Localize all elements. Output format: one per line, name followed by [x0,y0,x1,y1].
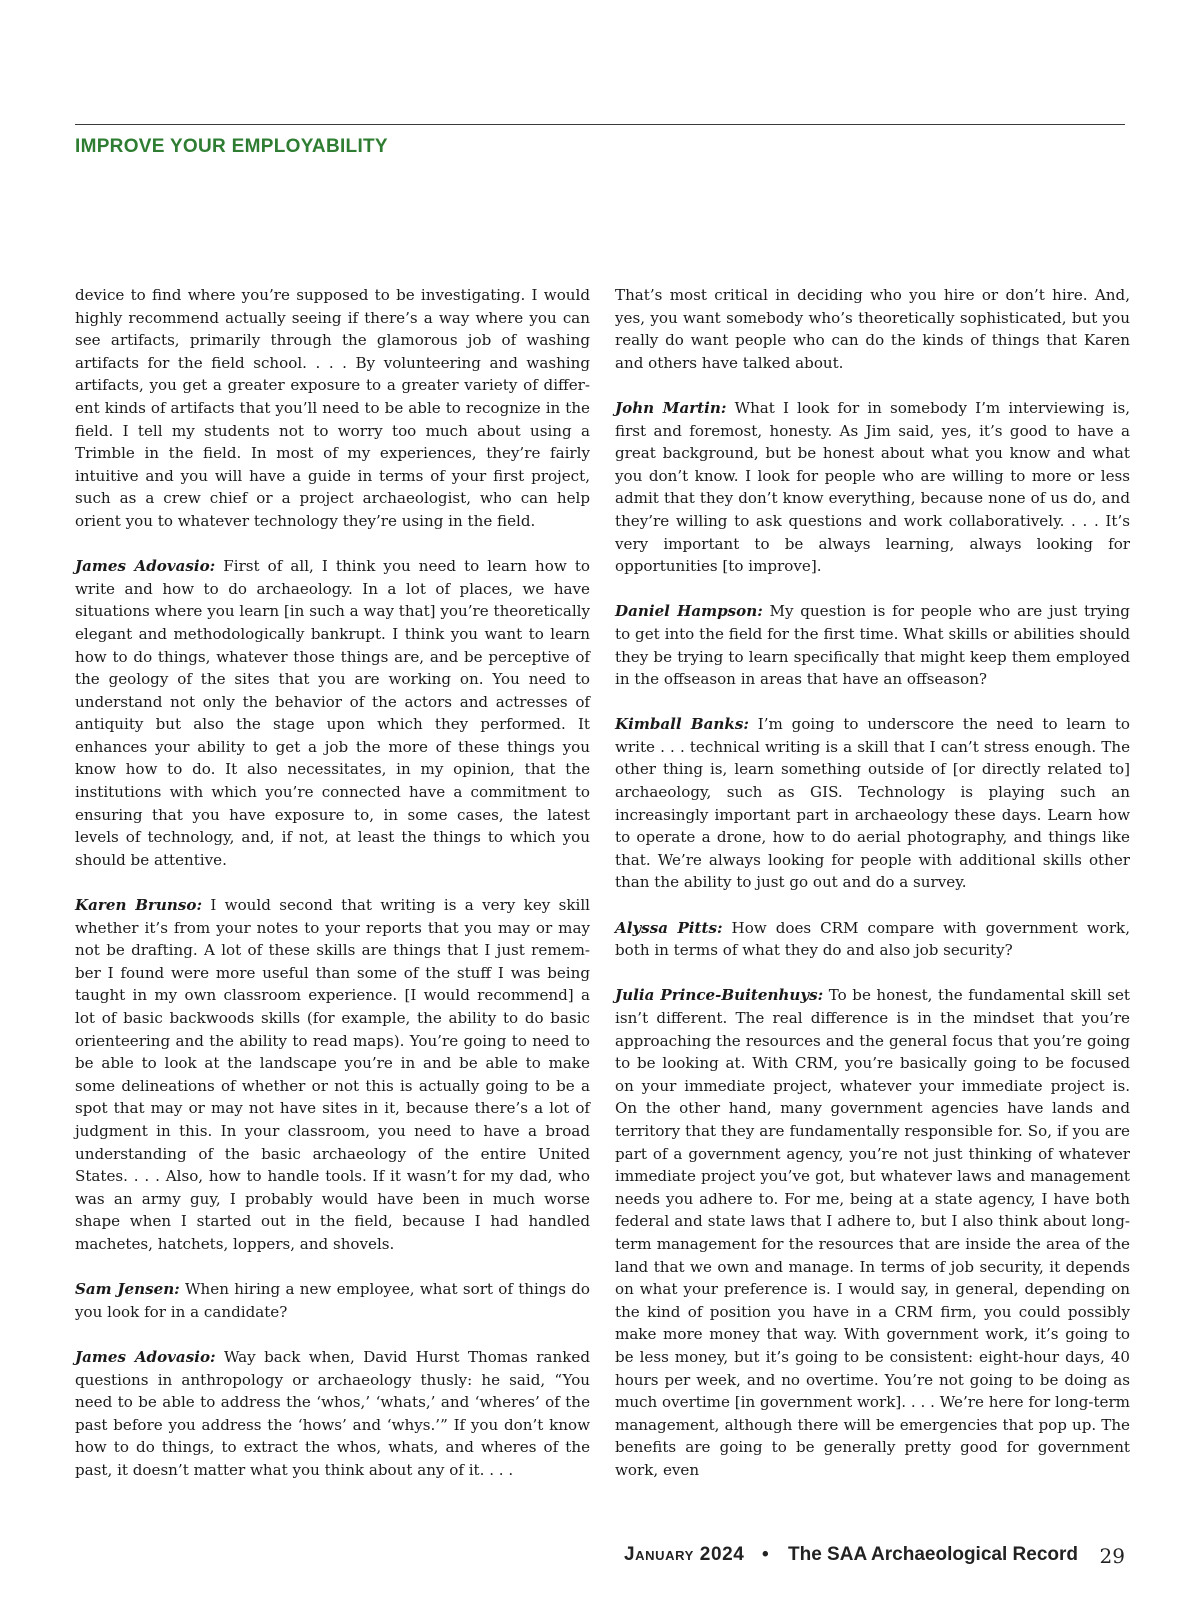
right-column [615,284,1130,1481]
page-footer [0,1544,1200,1574]
page-number: 29 [1099,1544,1125,1568]
publication-title: The SAA Archaeological Record [788,1544,1078,1565]
speaker-name: Julia Prince-Buitenhuys: [615,986,824,1005]
paragraph [75,1346,590,1482]
paragraph [615,917,1130,962]
section-title: IMPROVE YOUR EMPLOYABILITY [75,136,388,157]
paragraph [615,600,1130,690]
issue-date: January 2024 [624,1544,745,1565]
paragraph [75,284,590,533]
paragraph [615,984,1130,1481]
speaker-name: Kimball Banks: [615,715,749,734]
paragraph-text: How does CRM compare with government work, both in terms of what they do and also job security? [615,918,1130,960]
paragraph-text: When hiring a new employee, what sort of things do you look for in a candidate? [75,1280,590,1321]
speaker-name: Alyssa Pitts: [615,918,723,937]
speaker-name: Sam Jensen: [75,1280,180,1299]
footer-bullet: • [762,1544,769,1565]
speaker-name: Daniel Hampson: [615,602,763,621]
paragraph-text: To be honest, the fundamental skill set isn’t different. The real difference is in the mindset that you’re approaching the resources and the general focus that you’re going to be looking at. With CRM, you’re basically going to be focused on your immediate project, whatever your immediate project is. On the other hand, many government agencies have lands and territory that they are fundamentally responsible for. So, if you are part of a government agency, you’re not just thinking of whatever immediate project you’ve got, but whatever laws and management needs you adhere to. For me, being at a state agency, I have both federal and state laws that I adhere to, but I also think about long-term management for the resources that are inside the area of the land that we own and manage. In terms of job security, it depends on what your preference is. I would say, in general, depending on the kind of position you have in a CRM firm, you could possibly make more money that way. With government work, it’s going to be less money, but it’s going to be consistent: eight-hour days, 40 hours per week, and no overtime. You’re not going to be doing as much overtime [in government work]. . . . We’re here for long-term management, although there will be emergencies that pop up. The benefits are going to be generally pretty good for government work, even [615,986,1130,1479]
paragraph-text: I’m going to underscore the need to learn to write . . . technical writing is a skill that I can’t stress enough. The other thing is, learn something outside of [or directly related to] archaeology, such as GIS. Technology is playing such an increasingly important part in archaeology these days. Learn how to operate a drone, how to do aerial photography, and things like that. We’re always looking for people with additional skills other than the ability to just go out and do a survey. [615,715,1130,892]
paragraph [615,284,1130,374]
paragraph-text: What I look for in somebody I’m interviewing is, first and foremost, honesty. As Jim said, yes, it’s good to have a great background, but be honest about what you know and what you don’t know. I look for people who are willing to more or less admit that they don’t know everything, because none of us do, and they’re willing to ask questions and work collaboratively. . . . It’s very important to be always learning, always looking for opportunities [to improve]. [615,398,1130,576]
paragraph [75,1278,590,1323]
paragraph-text: That’s most critical in deciding who you hire or don’t hire. And, yes, you want somebody who’s theoretically sophisticated, but you really do want people who can do the kinds of things that Karen and others have talked about. [615,286,1130,372]
paragraph-text: First of all, I think you need to learn how to write and how to do archaeology. In a lot of places, we have situations where you learn [in such a way that] you’re theoretically elegant and methodologically bankrupt. I think you want to learn how to do things, whatever those things are, and be perceptive of the geology of the sites that you are working on. You need to understand not only the behavior of the actors and actresses of antiquity but also the stage upon which they performed. It enhances your ability to get a job the more of these things you know how to do. It also necessitates, in my opinion, that the institutions with which you’re connected have a commitment to ensuring that you have exposure to, in some cases, the latest levels of technology, and, if not, at least the things to which you should be attentive. [75,557,590,869]
left-column [75,284,590,1481]
speaker-name: James Adovasio: [75,1347,216,1366]
speaker-name: John Martin: [615,398,727,417]
paragraph-text: I would second that writing is a very key skill whether it’s from your notes to your reports that you may or may not be drafting. A lot of these skills are things that I just remember I found were more useful than some of the stuff I was being taught in my own classroom experience. [I would recommend] a lot of basic backwoods skills (for example, the ability to do basic orienteering and the ability to read maps). You’re going to need to be able to look at the landscape you’re in and be able to make some delineations of whether or not this is actually going to be a spot that may or may not have sites in it, because there’s a lot of judgment in this. In your classroom, you need to have a broad understanding of the basic archaeology of the entire United States. . . . Also, how to handle tools. If it wasn’t for my dad, who was an army guy, I probably would have been in much worse shape when I started out in the field, because I had handled machetes, hatchets, loppers, and shovels. [75,896,590,1253]
paragraph-text: device to find where you’re supposed to be investigating. I would highly recommend actually seeing if there’s a way where you can see artifacts, primarily through the glamorous job of washing artifacts for the field school. . . . By volunteering and washing artifacts, you get a greater exposure to a greater variety of different kinds of artifacts that you’ll need to be able to recognize in the field. I tell my students not to worry too much about using a Trimble in the field. In most of my experiences, they’re fairly intuitive and you will have a guide in terms of your first project, such as a crew chief or a project archaeologist, who can help orient you to whatever technology they’re using in the field. [75,286,590,530]
speaker-name: Karen Brunso: [75,896,203,915]
speaker-name: James Adovasio: [75,557,216,576]
paragraph [75,894,590,1256]
paragraph-text: My question is for people who are just trying to get into the field for the first time. What skills or abilities should they be trying to learn specifically that might keep them employed in the offseason in areas that have an offseason? [615,602,1130,689]
header-rule [75,124,1125,125]
paragraph-text: Way back when, David Hurst Thomas ranked questions in anthropology or archaeology thusly: he said, “You need to be able to address the ‘whos,’ ‘whats,’ and ‘wheres’ of the past before you address the ‘hows’ and ‘whys.’” If you don’t know how to do things, to extract the whos, whats, and wheres of the past, it doesn’t matter what you think about any of it. . . . [75,1347,590,1479]
paragraph [615,397,1130,578]
paragraph [75,555,590,871]
paragraph [615,713,1130,894]
